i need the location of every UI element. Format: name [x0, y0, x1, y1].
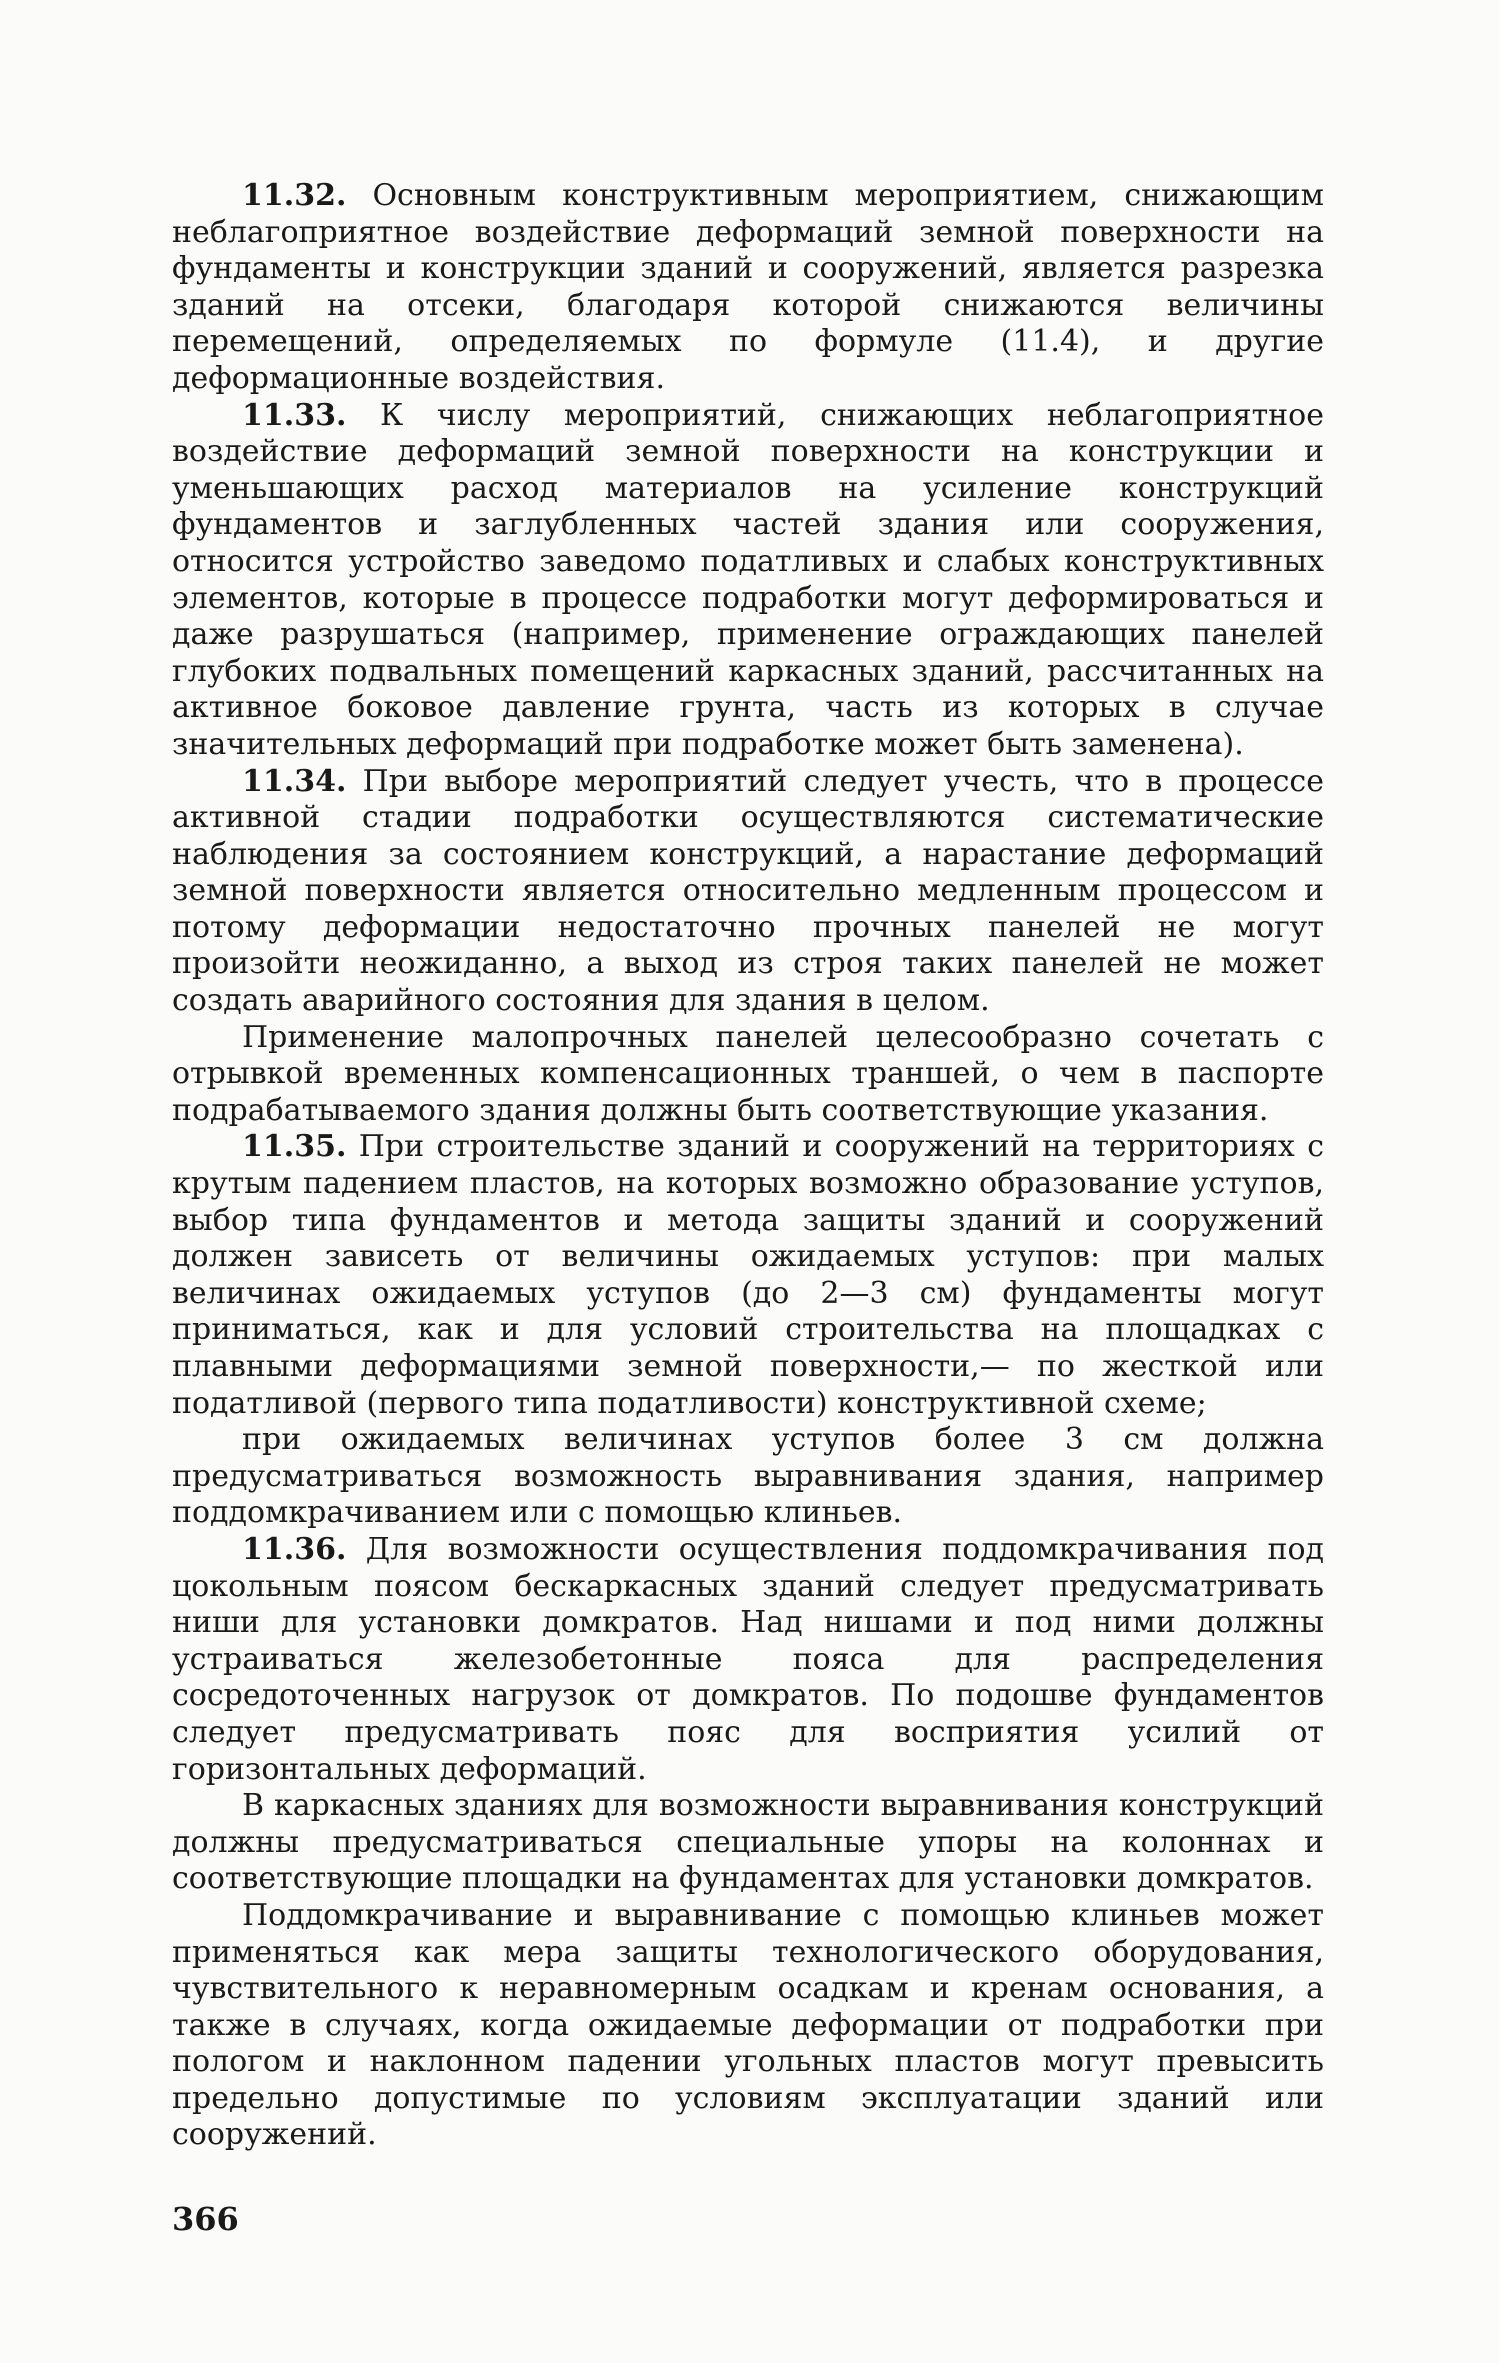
paragraph-text: К числу мероприятий, снижающих неблагоприятное воздействие деформаций земной поверхности на конструкции и уменьшающих расход материалов на усиление конструкций фундаментов и заглубленных частей здания или сооружения, относится устройство заведомо податливых и слабых конструктивных элементов, которые в процессе подработки могут деформироваться и даже разрушаться (например, применение ограждающих панелей глубоких подвальных помещений каркасных зданий, рассчитанных на активное боковое давление грунта, часть из которых в случае значительных деформаций при подработке может быть заменена).: [172, 397, 1324, 762]
paragraph-text: При выборе мероприятий следует учесть, что в процессе активной стадии подработки осуществляются систематические наблюдения за состоянием конструкций, а нарастание деформаций земной поверхности является относительно медленным процессом и потому деформации недостаточно прочных панелей не могут произойти неожиданно, а выход из строя таких панелей не может создать аварийного состояния для здания в целом.: [172, 763, 1324, 1019]
paragraph-11-35-continued: [172, 1422, 1324, 1532]
paragraph-number: 11.34.: [242, 763, 347, 799]
paragraph-number: 11.32.: [242, 178, 347, 213]
paragraph-number: 11.36.: [242, 1531, 347, 1567]
paragraph-11-34-continued: [172, 1020, 1324, 1130]
paragraph-number: 11.35.: [242, 1129, 347, 1165]
page-number: 366: [172, 2200, 239, 2238]
paragraph-11-35: [172, 1129, 1324, 1422]
paragraph-text: Поддомкрачивание и выравнивание с помощью клиньев может применяться как мера защиты технологического оборудования, чувствительного к неравномерным осадкам и кренам основания, а также в случаях, когда ожидаемые деформации от подработки при пологом и наклонном падении угольных пластов могут превысить предельно допустимые по условиям эксплуатации зданий или сооружений.: [172, 1897, 1324, 2153]
paragraph-11-36: [172, 1532, 1324, 1788]
paragraph-11-36-continued-2: [172, 1898, 1324, 2154]
paragraph-text: Применение малопрочных панелей целесообразно сочетать с отрывкой временных компенсационных траншей, о чем в паспорте подрабатываемого здания должны быть соответствующие указания.: [172, 1019, 1324, 1128]
body-text: [172, 178, 1324, 2154]
paragraph-11-32: [172, 178, 1324, 398]
paragraph-text: при ожидаемых величинах уступов более 3 см должна предусматриваться возможность выравнивания здания, например поддомкрачиванием или с помощью клиньев.: [172, 1422, 1324, 1531]
paragraph-number: 11.33.: [242, 397, 347, 433]
paragraph-text: Для возможности осуществления поддомкрачивания под цокольным поясом бескаркасных зданий следует предусматривать ниши для установки домкратов. Над нишами и под ними должны устраиваться железобетонные пояса для распределения сосредоточенных нагрузок от домкратов. По подошве фундаментов следует предусматривать пояс для восприятия усилий от горизонтальных деформаций.: [172, 1531, 1324, 1787]
paragraph-text: В каркасных зданиях для возможности выравнивания конструкций должны предусматриваться специальные упоры на колоннах и соответствующие площадки на фундаментах для установки домкратов.: [172, 1788, 1324, 1897]
paragraph-11-34: [172, 764, 1324, 1020]
paragraph-11-36-continued-1: [172, 1788, 1324, 1898]
paragraph-11-33: [172, 398, 1324, 764]
paragraph-text: При строительстве зданий и сооружений на территориях с крутым падением пластов, на которых возможно образование уступов, выбор типа фундаментов и метода защиты зданий и сооружений должен зависеть от величины ожидаемых уступов: при малых величинах ожидаемых уступов (до 2—3 см) фундаменты могут приниматься, как и для условий строительства на площадках с плавными деформациями земной поверхности,— по жесткой или податливой (первого типа податливости) конструктивной схеме;: [172, 1129, 1324, 1421]
paragraph-text: Основным конструктивным мероприятием, снижающим неблагоприятное воздействие деформаций земной поверхности на фундаменты и конструкции зданий и сооружений, является разрезка зданий на отсеки, благодаря которой снижаются величины перемещений, определяемых по формуле (11.4), и другие деформационные воздействия.: [172, 178, 1324, 396]
